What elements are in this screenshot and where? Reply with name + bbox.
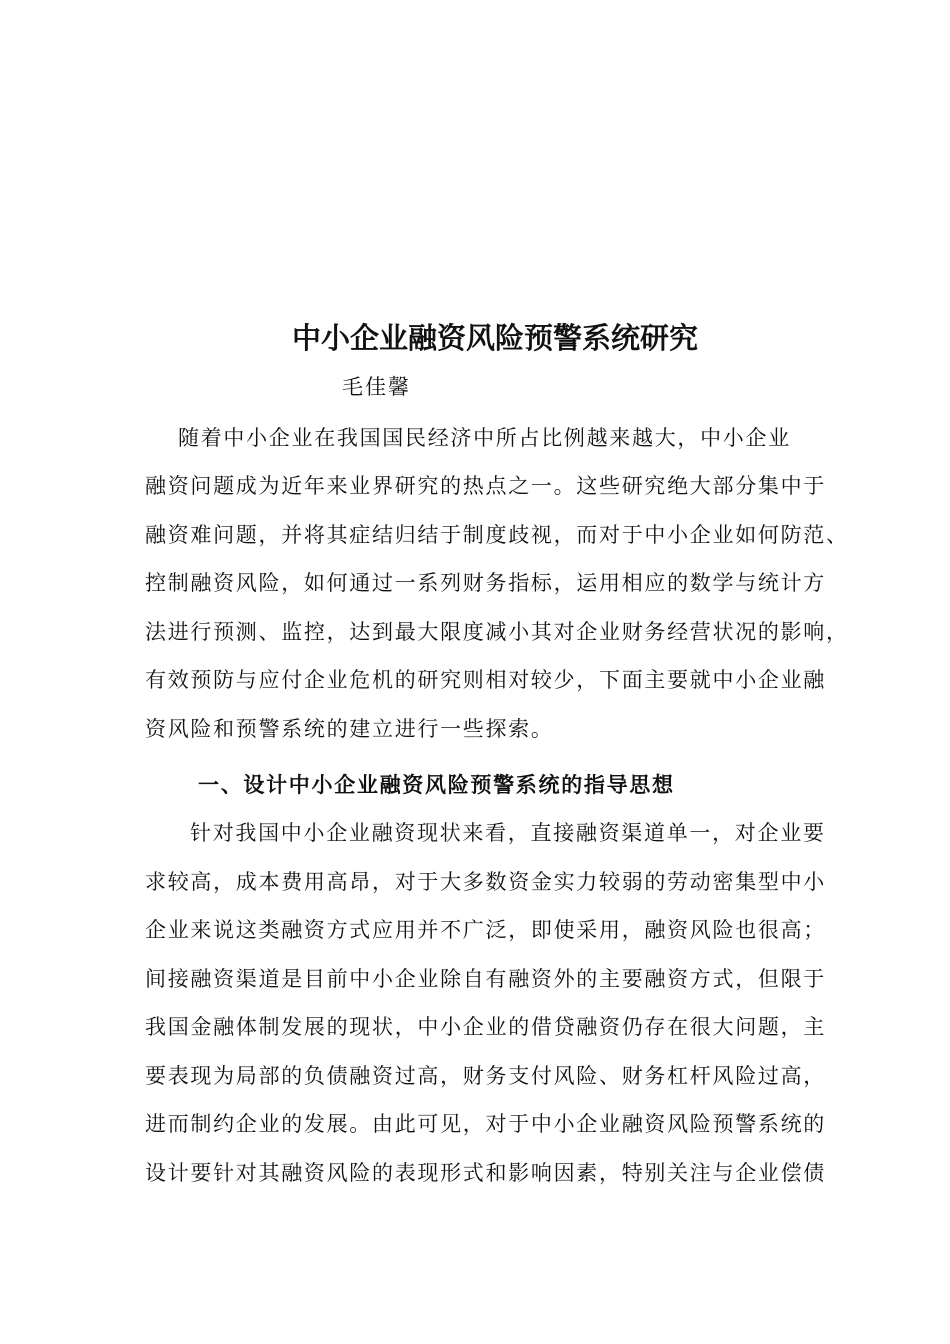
document-title: 中小企业融资风险预警系统研究	[291, 321, 698, 355]
author-name: 毛佳馨	[342, 375, 411, 399]
paragraph-2-line-8: 设计要针对其融资风险的表现形式和影响因素，特别关注与企业偿债	[145, 1161, 826, 1185]
paragraph-1-line-1: 随着中小企业在我国国民经济中所占比例越来越大，中小企业	[178, 426, 791, 450]
paragraph-2-line-5: 我国金融体制发展的现状，中小企业的借贷融资仍存在很大问题，主	[145, 1015, 826, 1039]
paragraph-2-line-2: 求较高，成本费用高昂，对于大多数资金实力较弱的劳动密集型中小	[145, 870, 826, 894]
paragraph-1-line-7: 资风险和预警系统的建立进行一些探索。	[145, 717, 554, 741]
paragraph-2-line-7: 进而制约企业的发展。由此可见，对于中小企业融资风险预警系统的	[145, 1112, 826, 1136]
paragraph-1-line-2: 融资问题成为近年来业界研究的热点之一。这些研究绝大部分集中于	[145, 474, 826, 498]
paragraph-2-line-1: 针对我国中小企业融资现状来看，直接融资渠道单一，对企业要	[190, 821, 826, 845]
paragraph-2-line-4: 间接融资渠道是目前中小企业除自有融资外的主要融资方式，但限于	[145, 967, 826, 991]
paragraph-2-line-6: 要表现为局部的负债融资过高，财务支付风险、财务杠杆风险过高，	[145, 1064, 826, 1088]
paragraph-1-line-6: 有效预防与应付企业危机的研究则相对较少，下面主要就中小企业融	[145, 668, 826, 692]
paragraph-2-line-3: 企业来说这类融资方式应用并不广泛，即使采用，融资风险也很高；	[145, 918, 826, 942]
paragraph-1-line-3: 融资难问题，并将其症结归结于制度歧视，而对于中小企业如何防范、	[145, 523, 849, 547]
section-heading-1: 一、设计中小企业融资风险预警系统的指导思想	[198, 772, 675, 797]
paragraph-1-line-5: 法进行预测、监控，达到最大限度减小其对企业财务经营状况的影响，	[145, 620, 849, 644]
paragraph-1-line-4: 控制融资风险，如何通过一系列财务指标，运用相应的数学与统计方	[145, 571, 826, 595]
